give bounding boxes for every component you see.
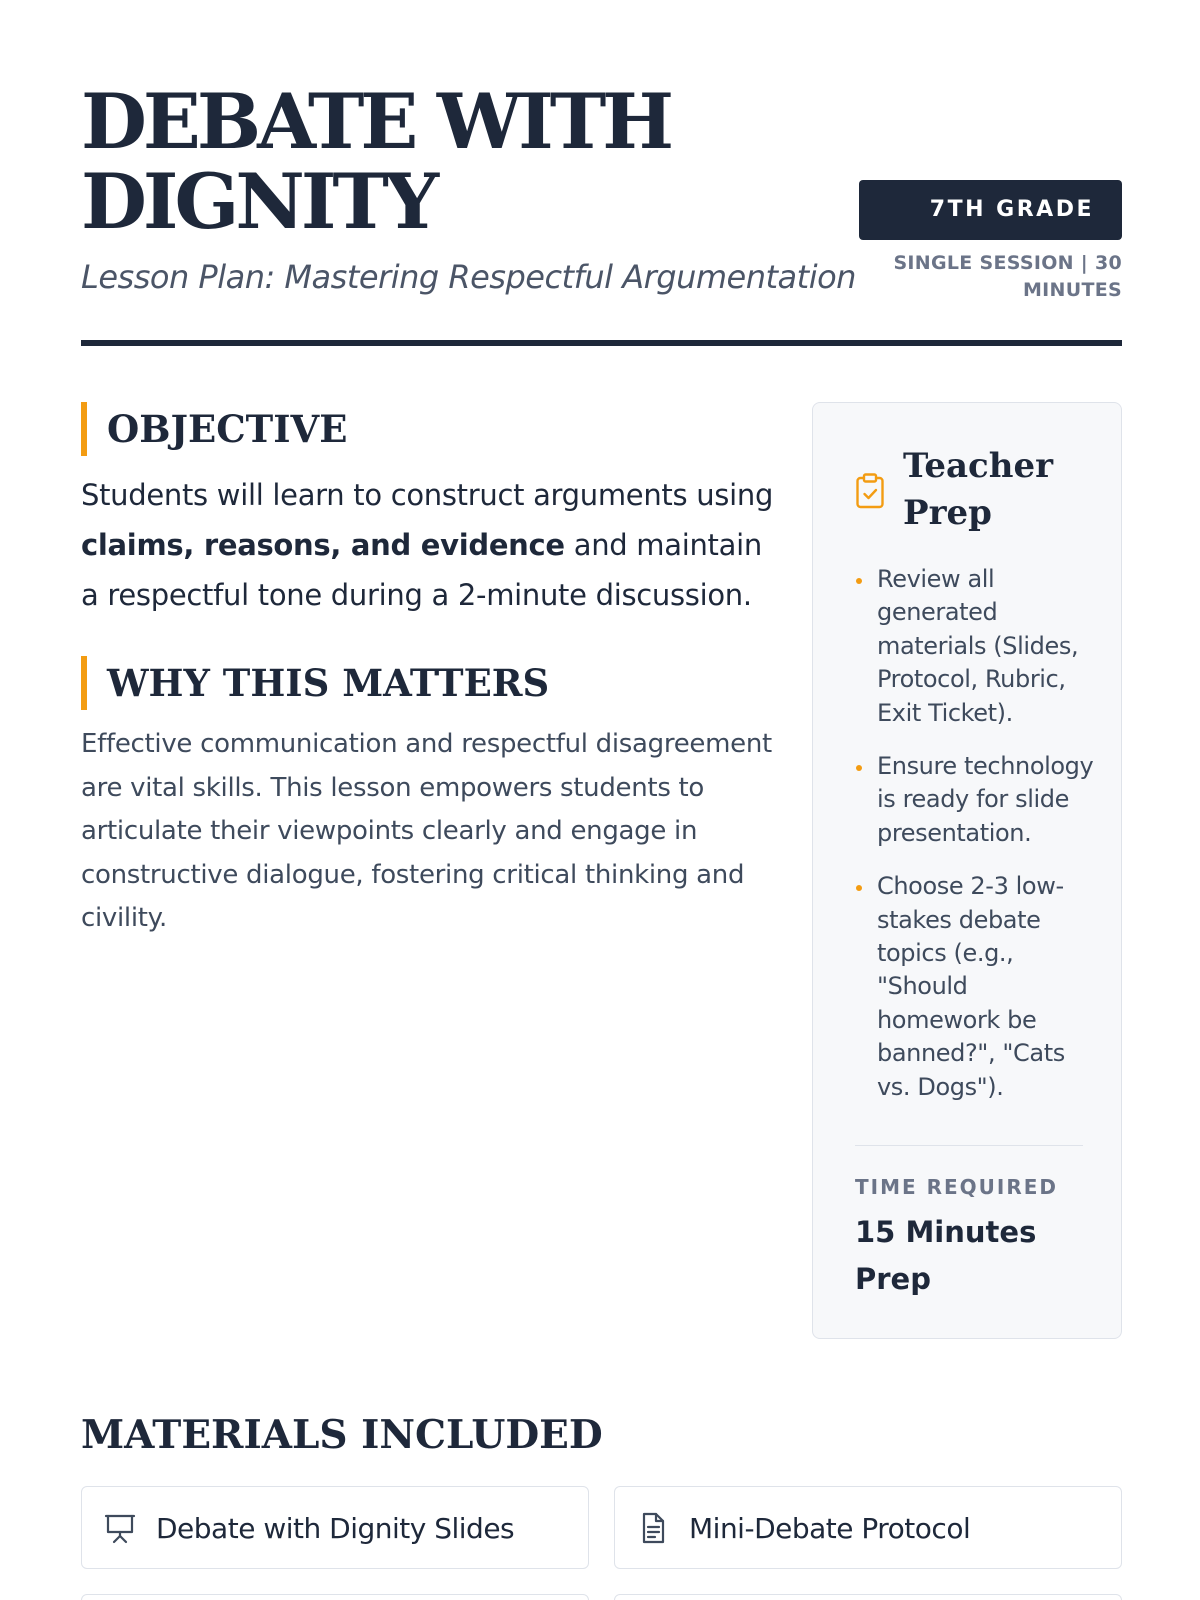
clipboard-check-icon xyxy=(855,473,885,509)
grade-badge: 7TH GRADE xyxy=(859,180,1122,240)
prep-list xyxy=(855,563,1095,1124)
material-label: Debate with Dignity Slides xyxy=(156,1512,515,1545)
prep-divider xyxy=(855,1145,1083,1146)
presentation-icon xyxy=(104,1512,136,1544)
lesson-plan-page xyxy=(81,0,1122,1600)
material-item-partial[interactable] xyxy=(614,1594,1122,1600)
title-line-1: DEBATE WITH xyxy=(81,77,671,166)
objective-heading: OBJECTIVE xyxy=(81,402,347,456)
session-line-2: MINUTES xyxy=(1022,279,1122,301)
why-heading: WHY THIS MATTERS xyxy=(81,656,549,710)
session-line-1: SINGLE SESSION | 30 xyxy=(893,252,1122,274)
title-line-2: DIGNITY xyxy=(81,157,436,246)
material-slides[interactable] xyxy=(81,1486,589,1569)
prep-item: Review all generated materials (Slides, Protocol, Rubric, Exit Ticket). xyxy=(855,563,1095,730)
prep-item: Choose 2-3 low-stakes debate topics (e.g., "Should homework be banned?", "Cats vs. Dogs"). xyxy=(855,870,1095,1104)
material-label: Mini-Debate Protocol xyxy=(689,1512,971,1545)
material-protocol[interactable] xyxy=(614,1486,1122,1569)
header xyxy=(81,77,1122,348)
material-item-partial[interactable] xyxy=(81,1594,589,1600)
objective-text-start: Students will learn to construct arguments using xyxy=(81,478,774,512)
materials-grid xyxy=(81,1486,1122,1600)
objective-text xyxy=(81,470,781,620)
time-required-value: 15 Minutes Prep xyxy=(855,1215,1037,1296)
time-required-label: TIME REQUIRED xyxy=(855,1175,1059,1199)
page-title xyxy=(81,77,781,246)
session-info xyxy=(882,250,1122,304)
objective-text-end: and maintain a respectful tone during a 2-minute discussion. xyxy=(81,528,762,612)
subtitle: Lesson Plan: Mastering Respectful Argumentation xyxy=(81,258,856,296)
header-divider xyxy=(81,340,1122,346)
document-icon xyxy=(637,1512,669,1544)
prep-item: Ensure technology is ready for slide presentation. xyxy=(855,750,1095,850)
why-text: Effective communication and respectful disagreement are vital skills. This lesson empowers students to articulate their viewpoints clearly and engage in constructive dialogue, fostering critical thinking and civility. xyxy=(81,729,772,933)
objective-text-bold: claims, reasons, and evidence xyxy=(81,528,565,562)
teacher-prep-card xyxy=(812,402,1122,1339)
materials-heading: MATERIALS INCLUDED xyxy=(81,1412,603,1458)
prep-title: Teacher Prep xyxy=(903,446,1054,533)
